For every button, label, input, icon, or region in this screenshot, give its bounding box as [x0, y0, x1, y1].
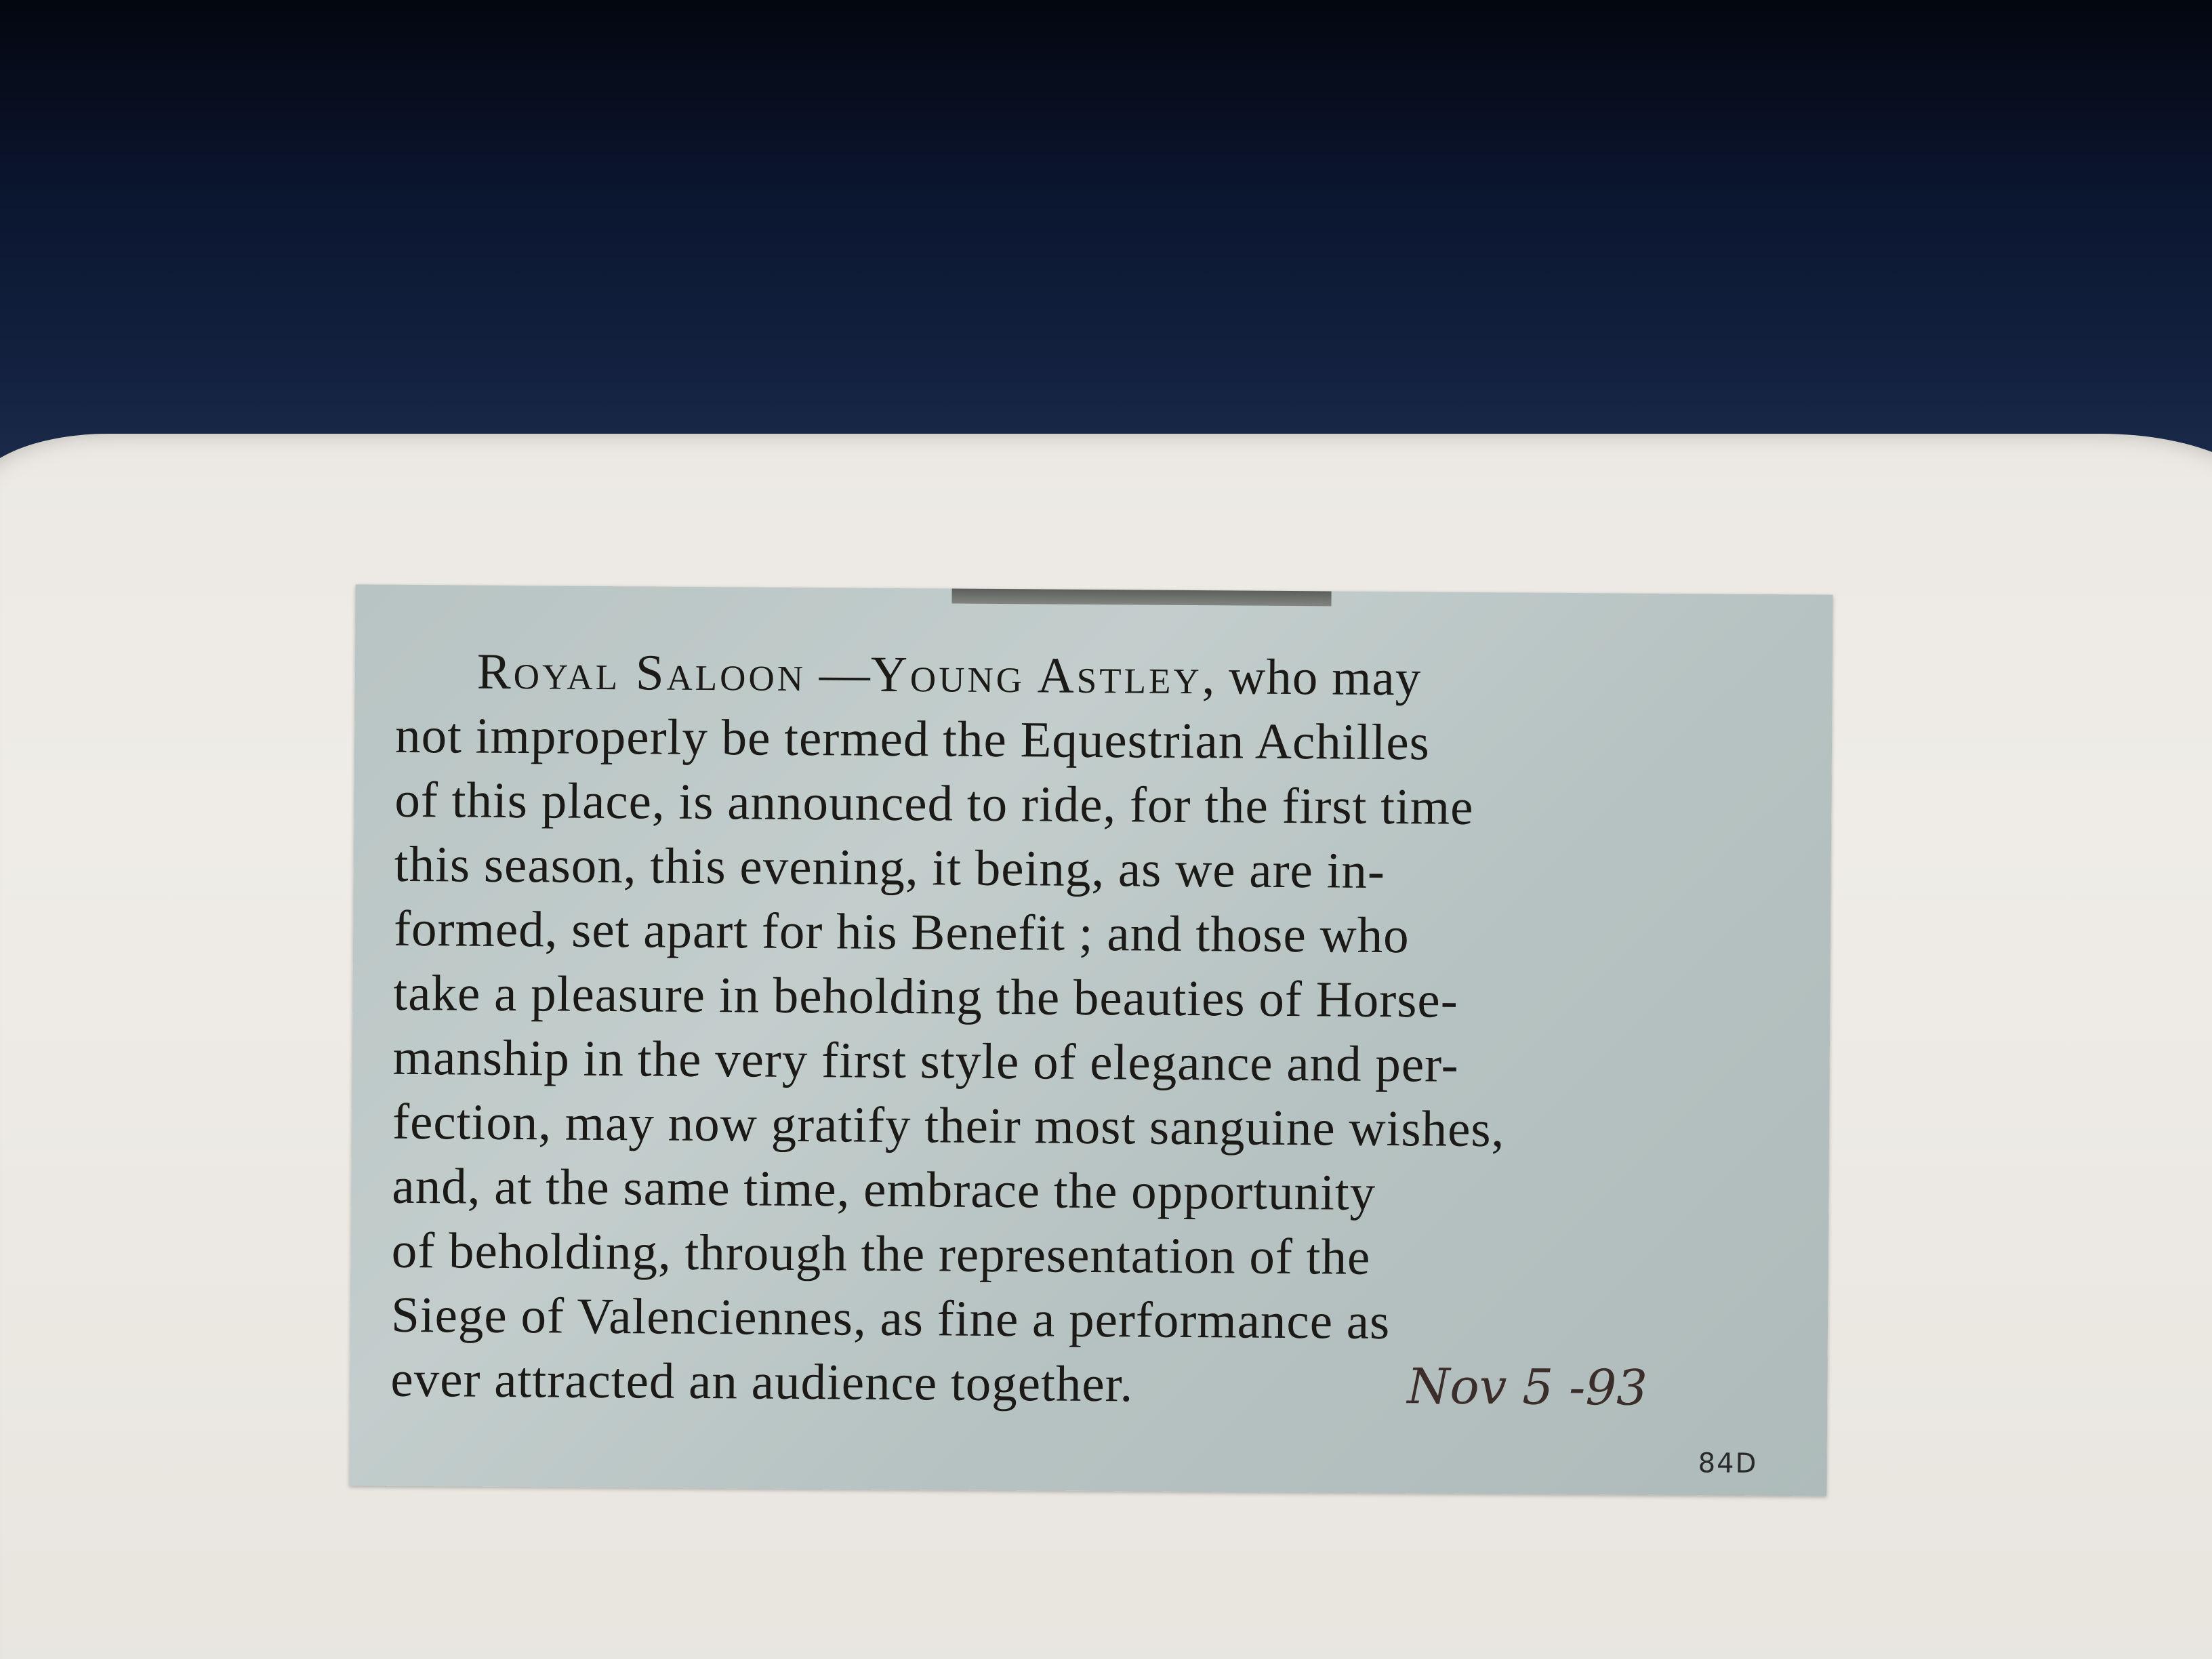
article-line-7: manship in the very first style of elegance and per- — [392, 1029, 1459, 1093]
heading-separator: — — [805, 646, 872, 703]
article-line-1 — [395, 639, 1805, 714]
newspaper-clipping — [349, 584, 1832, 1496]
article-line-1-rest: , who may — [1202, 649, 1422, 707]
article-person: Young Astley — [870, 646, 1203, 705]
article-line-3: of this place, is announced to ride, for the first time — [394, 771, 1474, 836]
article-heading: Royal Saloon — [476, 643, 806, 703]
article-line-2: not improperly be termed the Equestrian Achilles — [394, 707, 1431, 771]
article-line-12: ever attracted an audience together. — [390, 1351, 1134, 1413]
article-line-4: this season, this evening, it being, as we are in- — [394, 836, 1386, 900]
article-line-9: and, at the same time, embrace the opportunity — [392, 1158, 1376, 1221]
article-line-10: of beholding, through the representation of the — [391, 1222, 1371, 1286]
clipping-torn-edge — [951, 589, 1331, 607]
article-line-8: fection, may now gratify their most sanguine wishes, — [392, 1093, 1505, 1158]
article-line-6: take a pleasure in beholding the beauties of Horse- — [393, 964, 1459, 1029]
article-line-11: Siege of Valenciennes, as fine a performance as — [390, 1286, 1391, 1351]
catalog-number: 84D — [1698, 1448, 1758, 1479]
handwritten-date: Nov 5 -93 — [1407, 1357, 1648, 1416]
article-line-5: formed, set apart for his Benefit ; and those who — [393, 900, 1410, 964]
article-text — [390, 639, 1805, 1421]
